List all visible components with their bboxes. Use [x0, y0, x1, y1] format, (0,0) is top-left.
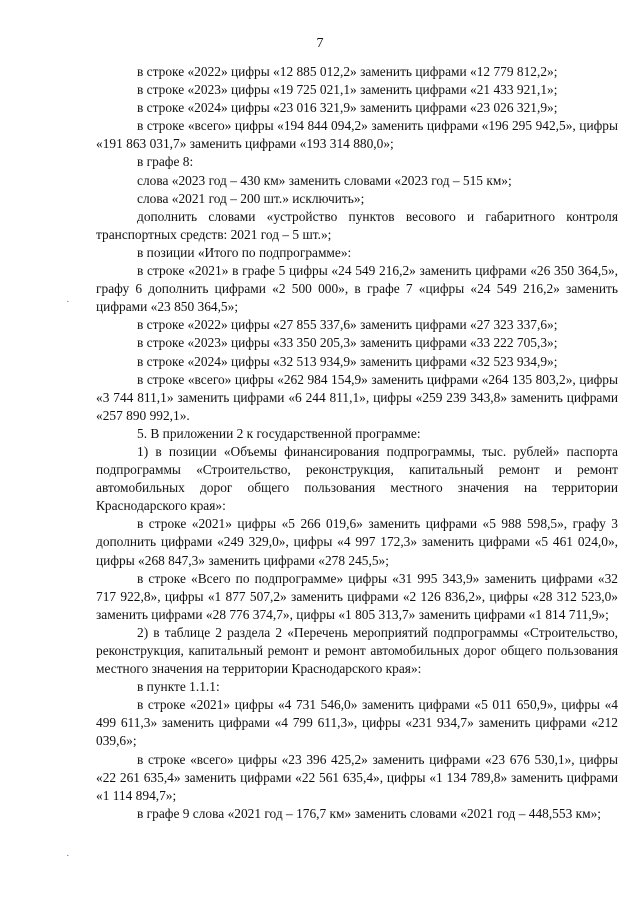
paragraph: в строке «Всего по подпрограмме» цифры «31 995 343,9» заменить цифрами «32 717 922,8», цифры «1 877 507,2» заменить цифрами «2 126 836,2», цифры «28 312 523,0» заменить цифрами «28 776 374,7», цифры «1 805 313,7» заменить цифрами «1 814 711,9»; — [96, 570, 618, 622]
margin-dot-mark: · — [66, 850, 70, 862]
paragraph: в строке «всего» цифры «194 844 094,2» заменить цифрами «196 295 942,5», цифры «191 863 031,7» заменить цифрами «193 314 880,0»; — [96, 118, 618, 152]
paragraph: в строке «2022» цифры «27 855 337,6» заменить цифрами «27 323 337,6»; — [137, 317, 558, 333]
document-body — [96, 63, 618, 823]
paragraph: в строке «всего» цифры «23 396 425,2» заменить цифрами «23 676 530,1», цифры «22 261 635,4» заменить цифрами «22 561 635,4», цифры «1 134 789,8» заменить цифрами «1 114 894,7»; — [96, 751, 618, 803]
paragraph: в строке «2024» цифры «23 016 321,9» заменить цифрами «23 026 321,9»; — [137, 100, 558, 116]
paragraph: в графе 8: — [137, 154, 194, 170]
paragraph: в графе 9 слова «2021 год – 176,7 км» заменить словами «2021 год – 448,553 км»; — [137, 805, 602, 821]
paragraph: в пункте 1.1.1: — [137, 679, 220, 695]
paragraph: дополнить словами «устройство пунктов весового и габаритного контроля транспортных средств: 2021 год – 5 шт.»; — [96, 208, 618, 242]
paragraph: в строке «2022» цифры «12 885 012,2» заменить цифрами «12 779 812,2»; — [137, 64, 558, 79]
margin-dot-mark: · — [66, 296, 70, 308]
paragraph: в строке «2023» цифры «33 350 205,3» заменить цифрами «33 222 705,3»; — [137, 335, 558, 351]
paragraph: в строке «2023» цифры «19 725 021,1» заменить цифрами «21 433 921,1»; — [137, 82, 558, 98]
paragraph: в строке «2021» цифры «4 731 546,0» заменить цифрами «5 011 650,9», цифры «4 499 611,3» заменить цифрами «4 799 611,3», цифры «231 934,7» заменить цифрами «212 039,6»; — [96, 697, 618, 749]
paragraph: слова «2021 год – 200 шт.» исключить»; — [137, 190, 365, 206]
paragraph: 1) в позиции «Объемы финансирования подпрограммы, тыс. рублей» паспорта подпрограммы «Строительство, реконструкция, капитальный ремонт и ремонт автомобильных дорог общего пользования местного значения на территории Краснодарского края»: — [96, 443, 618, 514]
paragraph: в позиции «Итого по подпрограмме»: — [137, 244, 352, 260]
paragraph: в строке «2024» цифры «32 513 934,9» заменить цифрами «32 523 934,9»; — [137, 353, 558, 369]
paragraph: в строке «2021» цифры «5 266 019,6» заменить цифрами «5 988 598,5», графу 3 дополнить цифрами «249 329,0», цифры «4 997 172,3» заменить цифрами «5 461 024,0», цифры «268 847,3» заменить цифрами «278 245,5»; — [96, 516, 618, 568]
paragraph: 5. В приложении 2 к государственной программе: — [137, 425, 421, 441]
page-number: 7 — [316, 36, 324, 51]
paragraph: 2) в таблице 2 раздела 2 «Перечень мероприятий подпрограммы «Строительство, реконструкция, капитальный ремонт и ремонт автомобильных дорог общего пользования местного значения на территории Краснодарского края»: — [96, 624, 618, 677]
paragraph: в строке «всего» цифры «262 984 154,9» заменить цифрами «264 135 803,2», цифры «3 744 811,1» заменить цифрами «6 244 811,1», цифры «259 239 343,8» заменить цифрами «257 890 992,1». — [96, 371, 618, 423]
paragraph: слова «2023 год – 430 км» заменить словами «2023 год – 515 км»; — [137, 172, 512, 188]
paragraph: в строке «2021» в графе 5 цифры «24 549 216,2» заменить цифрами «26 350 364,5», графу 6 дополнить цифрами «2 500 000», в графе 7 «цифры «24 549 216,2» заменить цифрами «23 850 364,5»; — [96, 263, 618, 315]
